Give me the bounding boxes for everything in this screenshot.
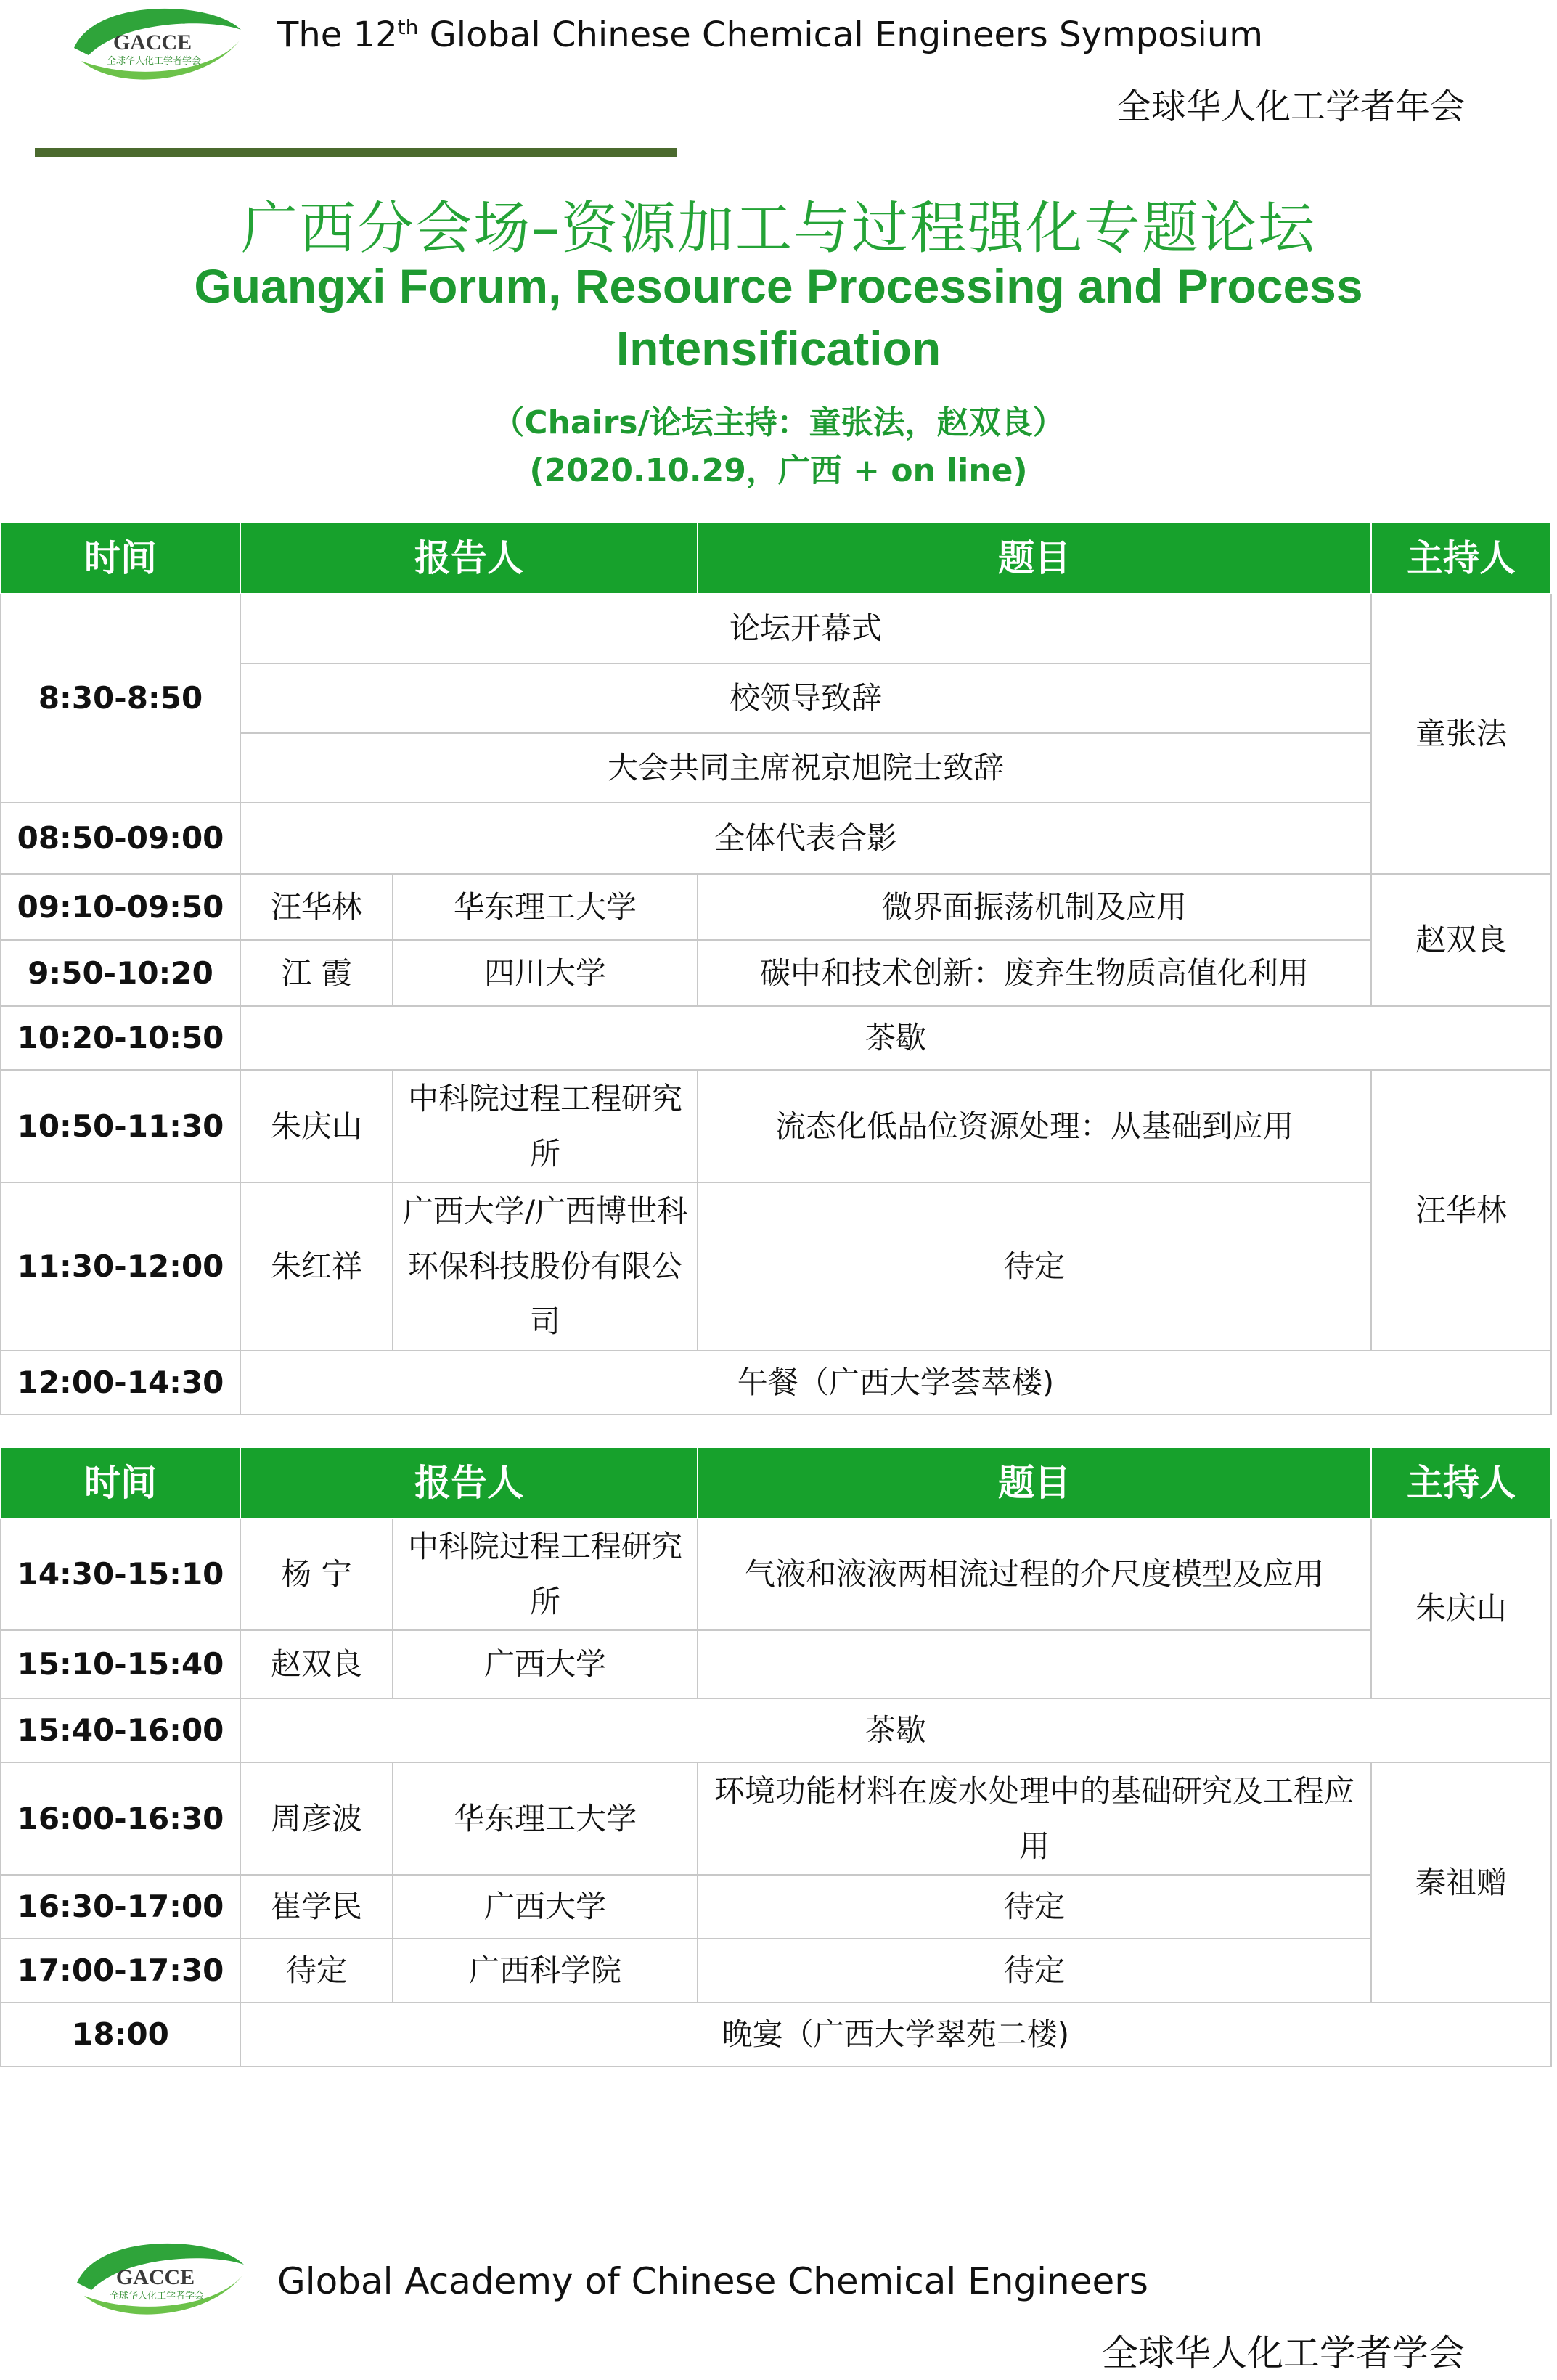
speaker-org: 中科院过程工程研究所	[393, 1518, 698, 1630]
table-row	[1, 874, 1551, 940]
academy-name-en: Global Academy of Chinese Chemical Engineers	[277, 2260, 1148, 2302]
speaker-org: 四川大学	[393, 940, 698, 1006]
time-cell: 8:30-8:50	[1, 594, 240, 803]
forum-title-en-line2: Intensification	[616, 322, 941, 375]
event-cell: 茶歇	[240, 1006, 1551, 1070]
speaker-name: 待定	[240, 1939, 393, 2003]
speaker-org: 广西大学/广西博世科环保科技股份有限公司	[393, 1182, 698, 1351]
host-cell: 赵双良	[1371, 874, 1551, 1006]
time-cell: 18:00	[1, 2003, 240, 2066]
gacce-footer-logo	[70, 2239, 251, 2326]
speaker-name: 江 霞	[240, 940, 393, 1006]
table-row	[1, 2003, 1551, 2066]
table-row	[1, 1939, 1551, 2003]
host-cell: 汪华林	[1371, 1070, 1551, 1351]
table-row	[1, 1630, 1551, 1698]
speaker-org: 广西大学	[393, 1875, 698, 1939]
event-cell: 论坛开幕式	[240, 594, 1371, 663]
topic-cell: 碳中和技术创新：废弃生物质高值化利用	[698, 940, 1371, 1006]
event-cell: 校领导致辞	[240, 663, 1371, 733]
event-cell: 晚宴（广西大学翠苑二楼)	[240, 2003, 1551, 2066]
symposium-title-cn: 全球华人化工学者年会	[1116, 86, 1465, 127]
speaker-org: 广西大学	[393, 1630, 698, 1698]
time-cell: 9:50-10:20	[1, 940, 240, 1006]
host-cell: 秦祖赠	[1371, 1762, 1551, 2003]
table-row	[1, 1875, 1551, 1939]
symposium-title: The 12th Global Chinese Chemical Engineers Symposium	[277, 15, 1263, 55]
speaker-org: 中科院过程工程研究所	[393, 1070, 698, 1182]
table-row	[1, 1070, 1551, 1182]
table-row	[1, 1182, 1551, 1351]
speaker-name: 赵双良	[240, 1630, 393, 1698]
col-topic: 题目	[698, 523, 1371, 594]
topic-cell	[698, 1630, 1371, 1698]
topic-cell: 待定	[698, 1875, 1371, 1939]
host-cell: 童张法	[1371, 594, 1551, 874]
logo-subtext: 全球华人化工学者学会	[106, 56, 202, 67]
forum-chairs: （Chairs/论坛主持：童张法，赵双良）	[492, 404, 1065, 441]
speaker-name: 杨 宁	[240, 1518, 393, 1630]
footer-logo-subtext: 全球华人化工学者学会	[109, 2291, 205, 2302]
col-host: 主持人	[1371, 523, 1551, 594]
gacce-logo	[67, 4, 248, 91]
event-cell: 全体代表合影	[240, 803, 1371, 874]
time-cell: 08:50-09:00	[1, 803, 240, 874]
table-row	[1, 940, 1551, 1006]
speaker-org: 华东理工大学	[393, 1762, 698, 1875]
table-row	[1, 1351, 1551, 1415]
event-cell: 午餐（广西大学荟萃楼)	[240, 1351, 1551, 1415]
speaker-org: 广西科学院	[393, 1939, 698, 2003]
table-row	[1, 803, 1551, 874]
speaker-name: 周彦波	[240, 1762, 393, 1875]
host-cell: 朱庆山	[1371, 1518, 1551, 1698]
forum-title-en-line1: Guangxi Forum, Resource Processing and Process	[194, 259, 1363, 313]
col-time: 时间	[1, 1447, 240, 1518]
time-cell: 15:10-15:40	[1, 1630, 240, 1698]
time-cell: 17:00-17:30	[1, 1939, 240, 2003]
event-cell: 茶歇	[240, 1698, 1551, 1762]
academy-name-cn: 全球华人化工学者学会	[1102, 2332, 1465, 2374]
time-cell: 10:20-10:50	[1, 1006, 240, 1070]
topic-cell: 流态化低品位资源处理：从基础到应用	[698, 1070, 1371, 1182]
morning-schedule-table	[0, 522, 1552, 1415]
time-cell: 16:30-17:00	[1, 1875, 240, 1939]
footer-logo-text: GACCE	[115, 2265, 195, 2289]
table-row	[1, 1006, 1551, 1070]
col-speaker: 报告人	[240, 1447, 698, 1518]
col-speaker: 报告人	[240, 523, 698, 594]
topic-cell: 环境功能材料在废水处理中的基础研究及工程应用	[698, 1762, 1371, 1875]
time-cell: 11:30-12:00	[1, 1182, 240, 1351]
speaker-name: 朱红祥	[240, 1182, 393, 1351]
speaker-org: 华东理工大学	[393, 874, 698, 940]
col-time: 时间	[1, 523, 240, 594]
time-cell: 15:40-16:00	[1, 1698, 240, 1762]
afternoon-schedule-table	[0, 1447, 1552, 2067]
speaker-name: 汪华林	[240, 874, 393, 940]
speaker-name: 崔学民	[240, 1875, 393, 1939]
time-cell: 16:00-16:30	[1, 1762, 240, 1875]
logo-text: GACCE	[113, 30, 192, 54]
col-host: 主持人	[1371, 1447, 1551, 1518]
event-cell: 大会共同主席祝京旭院士致辞	[240, 733, 1371, 803]
time-cell: 14:30-15:10	[1, 1518, 240, 1630]
table-row	[1, 594, 1551, 663]
col-topic: 题目	[698, 1447, 1371, 1518]
topic-cell: 微界面振荡机制及应用	[698, 874, 1371, 940]
header-divider	[35, 148, 677, 157]
table-row	[1, 1762, 1551, 1875]
table-row	[1, 1698, 1551, 1762]
table-row	[1, 1518, 1551, 1630]
time-cell: 09:10-09:50	[1, 874, 240, 940]
forum-date: (2020.10.29，广西 + on line)	[529, 452, 1028, 489]
topic-cell: 待定	[698, 1182, 1371, 1351]
time-cell: 12:00-14:30	[1, 1351, 240, 1415]
time-cell: 10:50-11:30	[1, 1070, 240, 1182]
forum-title-cn: 广西分会场–资源加工与过程强化专题论坛	[240, 196, 1316, 261]
table-header-row	[1, 1447, 1551, 1518]
table-header-row	[1, 523, 1551, 594]
topic-cell: 气液和液液两相流过程的介尺度模型及应用	[698, 1518, 1371, 1630]
speaker-name: 朱庆山	[240, 1070, 393, 1182]
topic-cell: 待定	[698, 1939, 1371, 2003]
